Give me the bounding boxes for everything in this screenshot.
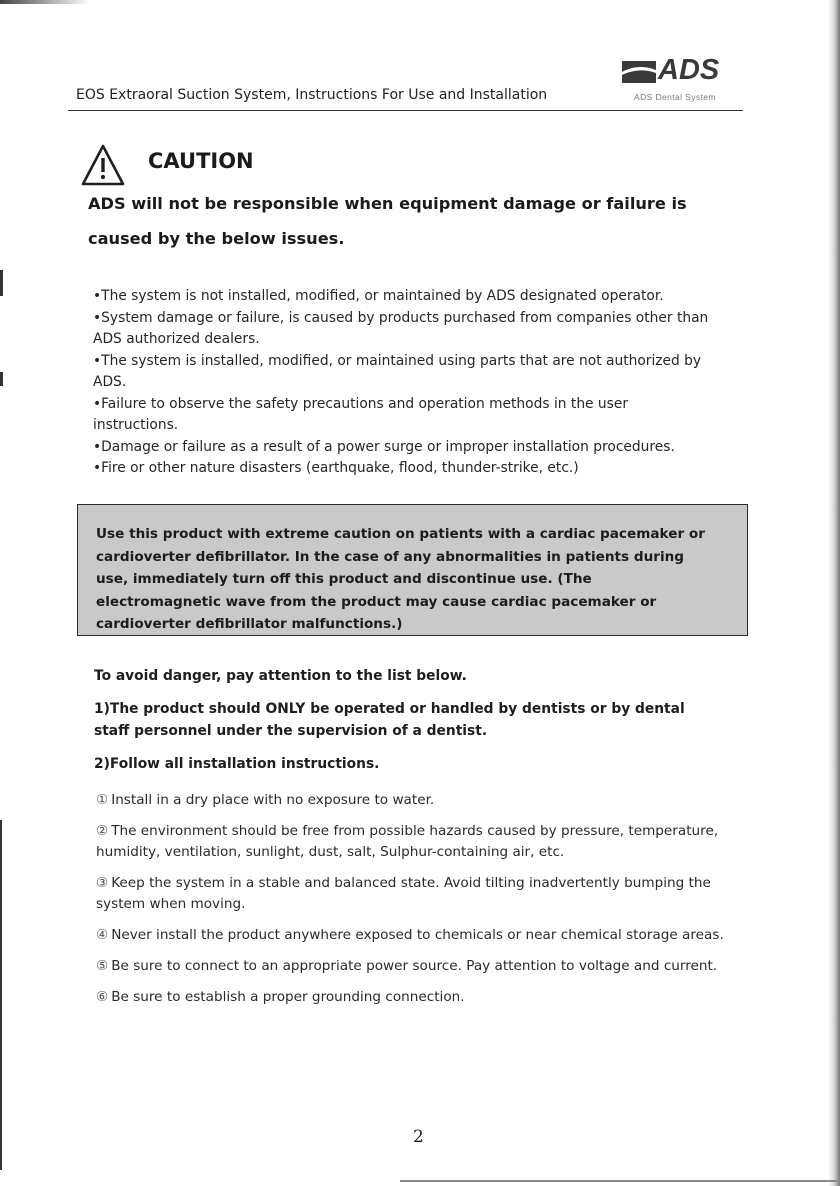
list-item: • The system is installed, modified, or maintained using parts that are not authorized by ADS. bbox=[93, 351, 713, 394]
scan-artifact-left-mark bbox=[0, 372, 3, 386]
rule-operator: 1)The product should ONLY be operated or handled by dentists or by dental staff personnel under the supervision of a dentist. bbox=[94, 701, 685, 739]
warning-triangle-icon bbox=[80, 143, 126, 187]
step-number: ① bbox=[96, 792, 109, 808]
list-item bbox=[96, 987, 726, 1008]
list-item: • Fire or other nature disasters (earthquake, flood, thunder-strike, etc.) bbox=[93, 458, 713, 480]
header-divider bbox=[68, 110, 743, 111]
list-item bbox=[96, 873, 726, 915]
step-number: ④ bbox=[96, 927, 109, 943]
step-text: Be sure to connect to an appropriate power source. Pay attention to voltage and current. bbox=[111, 958, 718, 974]
scan-artifact-left-mark bbox=[0, 820, 2, 1170]
list-item bbox=[96, 956, 726, 977]
list-item bbox=[96, 790, 726, 811]
danger-heading: To avoid danger, pay attention to the list below. bbox=[94, 668, 467, 684]
document-title: EOS Extraoral Suction System, Instructions For Use and Installation bbox=[76, 87, 548, 103]
logo-mark-icon bbox=[622, 61, 656, 83]
step-text: Never install the product anywhere exposed to chemicals or near chemical storage areas. bbox=[111, 927, 724, 943]
caution-intro: ADS will not be responsible when equipment damage or failure is caused by the below issues. bbox=[88, 194, 687, 248]
page-number: 2 bbox=[413, 1127, 424, 1147]
issue-list bbox=[93, 286, 713, 480]
warning-text: Use this product with extreme caution on patients with a cardiac pacemaker or cardioverter defibrillator. In the case of any abnormalities in patients during use, immediately turn off this product and discontinue use. (The electromagnetic wave from the product may cause cardiac pacemaker or cardioverter defibrillator malfunctions.) bbox=[96, 526, 705, 632]
step-text: The environment should be free from possible hazards caused by pressure, temperature, humidity, ventilation, sunlight, dust, salt, Sulphur-containing air, etc. bbox=[96, 823, 719, 860]
step-number: ② bbox=[96, 823, 109, 839]
list-item bbox=[96, 821, 726, 863]
installation-steps bbox=[96, 790, 726, 1018]
rule-installation: 2)Follow all installation instructions. bbox=[94, 756, 380, 772]
list-item: • Damage or failure as a result of a power surge or improper installation procedures. bbox=[93, 437, 713, 459]
step-text: Be sure to establish a proper grounding connection. bbox=[111, 989, 465, 1005]
ads-logo bbox=[622, 56, 740, 88]
list-item: • Failure to observe the safety precautions and operation methods in the user instructions. bbox=[93, 394, 713, 437]
scan-artifact-top bbox=[0, 0, 90, 4]
step-text: Install in a dry place with no exposure to water. bbox=[111, 792, 435, 808]
scan-artifact-right-edge bbox=[828, 0, 840, 1186]
logo-text: ADS bbox=[658, 54, 720, 86]
step-text: Keep the system in a stable and balanced state. Avoid tilting inadvertently bumping the system when moving. bbox=[96, 875, 711, 912]
list-item: • The system is not installed, modified, or maintained by ADS designated operator. bbox=[93, 286, 713, 308]
scan-artifact-left-mark bbox=[0, 270, 3, 296]
list-item bbox=[96, 925, 726, 946]
logo-subtitle: ADS Dental System bbox=[634, 92, 716, 102]
step-number: ③ bbox=[96, 875, 109, 891]
step-number: ⑥ bbox=[96, 989, 109, 1005]
pacemaker-warning-box bbox=[77, 504, 748, 636]
caution-title: CAUTION bbox=[148, 149, 254, 173]
step-number: ⑤ bbox=[96, 958, 109, 974]
list-item: • System damage or failure, is caused by products purchased from companies other than ADS authorized dealers. bbox=[93, 308, 713, 351]
scan-artifact-bottom bbox=[400, 1180, 840, 1182]
